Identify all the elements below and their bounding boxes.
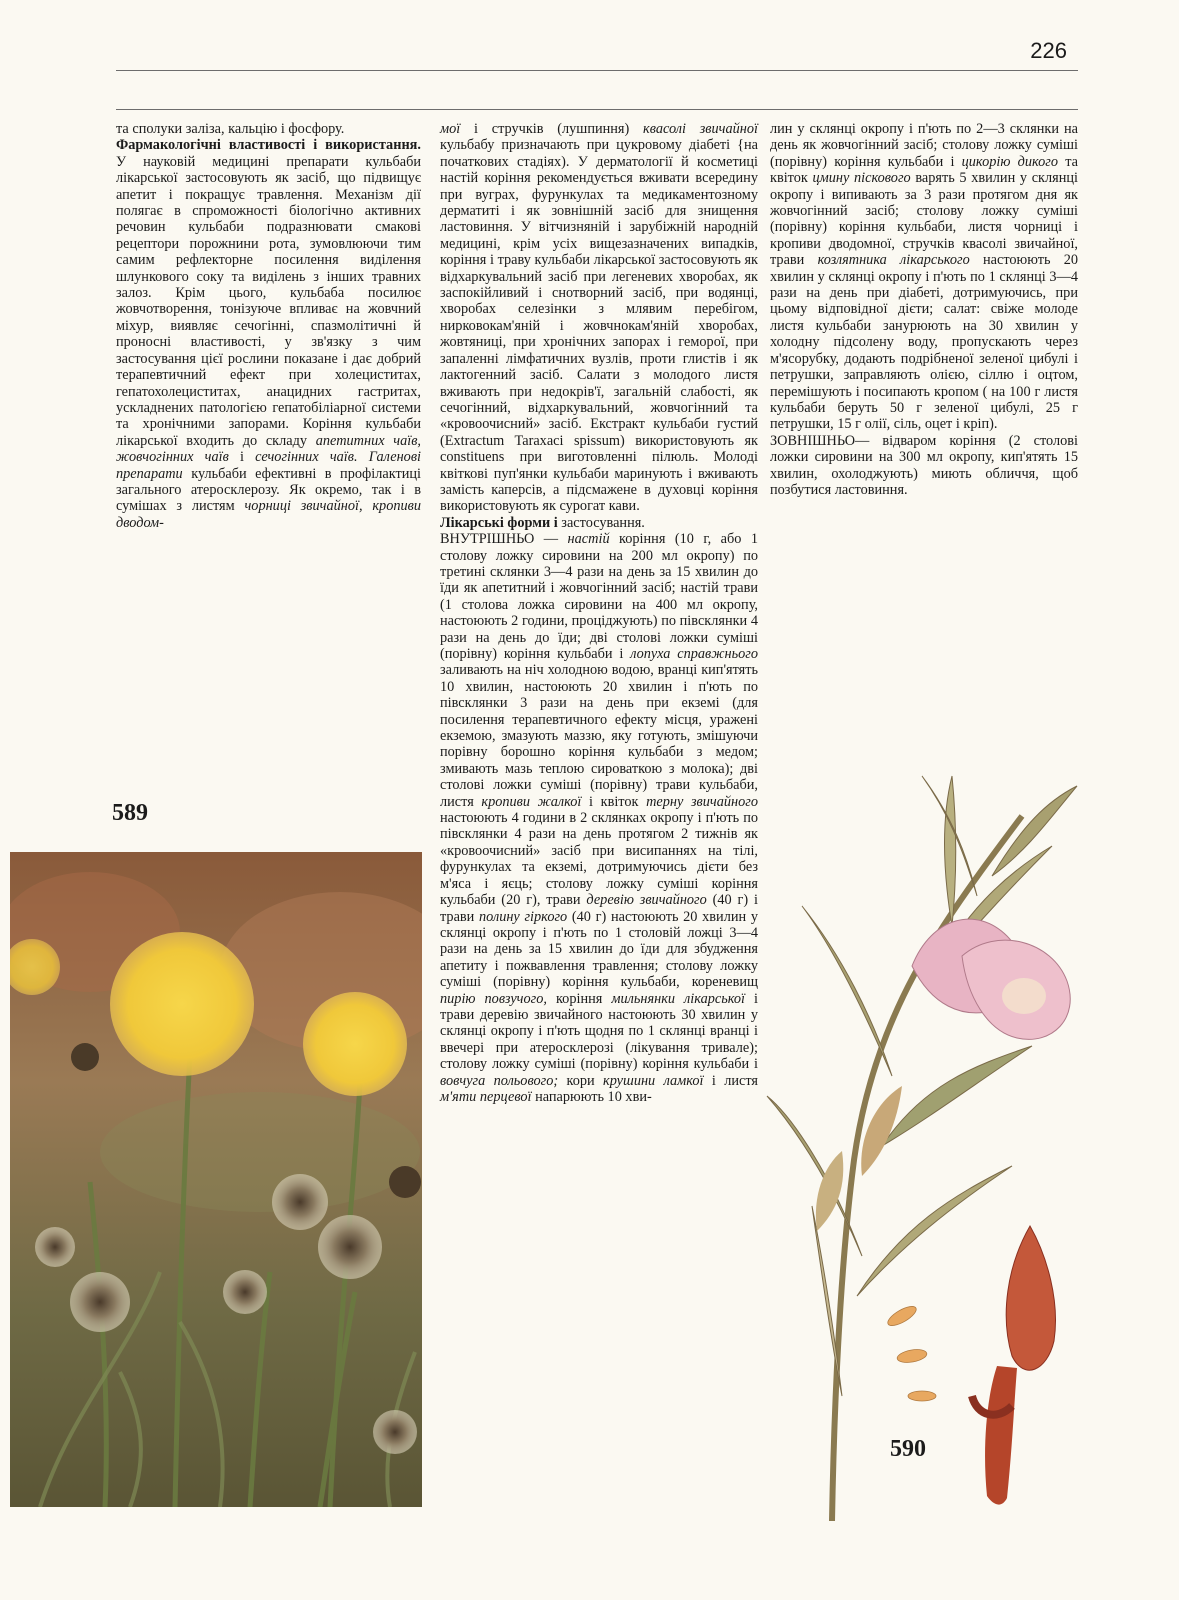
italic-term: лопуха справжнього	[630, 646, 759, 662]
text-span: настоюють 4 години в 2 склянках окропу і п'ють по півсклянки 4 рази на день протягом 2 тижнів як «кровоочисний» засіб при висипаннях на тілі, фурункулах та екземі, дотримуючись дієти без м'яса і яєць; столову ложку суміші коріння кульбаби (20 г), трави	[440, 810, 758, 909]
text-span: і	[228, 449, 256, 466]
text-column-2	[440, 121, 758, 1105]
section-heading: Лікарські форми і	[440, 514, 558, 531]
page-number: 226	[1030, 38, 1067, 63]
text-span: лин у склянці окропу і п'ють по 2—3 склянки на день як жовчогінний засіб; столову ложку суміші (порівну) коріння кульбаби і	[770, 121, 1078, 170]
italic-term: сечогінних чаїв. Галенові препарати	[116, 449, 422, 482]
italic-term: крушини ламкої	[603, 1072, 704, 1089]
text-span: кори	[558, 1072, 604, 1089]
figure-number-590: 590	[890, 1436, 926, 1462]
italic-term: чорниці звичайної, кропиви дводом-	[116, 498, 421, 531]
italic-term: пирію повзучого,	[440, 990, 547, 1007]
subheading-external: ЗОВНІШНЬО—	[770, 432, 870, 449]
dandelion-photo	[10, 852, 422, 1507]
text-span: кульбаби ефективні в профілактиці загального атеросклерозу. Як окремо, так і в сумішах з листям	[116, 465, 421, 515]
italic-term: настій	[558, 531, 610, 548]
text-column-1	[116, 121, 421, 531]
italic-term: мильнянки лікарської	[611, 990, 746, 1007]
text-span: і стручків (лушпиння)	[460, 121, 644, 137]
italic-term: цмину піскового	[812, 170, 911, 187]
text-span: та квіток	[770, 153, 1079, 187]
italic-term: полину гіркого	[479, 908, 568, 925]
text-span: коріння (10 г, або 1 столову ложку сировини на 200 мл окропу) по третині склянки 3—4 рази на день за 15 хвилин до їди як апетитний і жовчогінний засіб; настій трави (1 столова ложка сировини на 400 мл окропу, настоюють 2 години, проціджують) по півсклянки 4 рази на день до їди; дві столові ложки суміші (порівну) коріння кульбаби і	[440, 531, 758, 662]
botanical-illustration-image	[762, 756, 1082, 1521]
italic-term: вовчуга польового;	[440, 1072, 559, 1089]
italic-term: деревію звичайного	[586, 892, 707, 909]
italic-term: мої	[440, 121, 461, 137]
italic-term: кропиви жалкої	[481, 793, 582, 810]
paragraph	[116, 137, 421, 531]
text-span: напарюють 10 хви-	[531, 1088, 652, 1105]
text-column-3	[770, 121, 1078, 498]
dandelion-photo-image	[10, 852, 422, 1507]
paragraph: та сполуки заліза, кальцію і фосфору.	[116, 121, 345, 137]
section-heading: Фармакологічні властивості і використання.	[116, 137, 421, 154]
paragraph	[440, 531, 758, 1105]
paragraph	[440, 121, 758, 515]
text-span: і листя	[703, 1072, 759, 1089]
subheading-internal: ВНУТРІШНЬО —	[440, 531, 559, 548]
text-span: застосування.	[557, 514, 645, 531]
text-span: кульбабу призначають при цукровому діабеті {на початкових стадіях). У дерматології й косметиці настій коріння рекомендується вживати всередину при вуграх, фурункулах та медикаментозному дерматиті і як зовнішній засіб для знищення ластовиння. У вітчизняній і зарубіжній народній медицині, крім усіх вищезазначених випадків, коріння і траву кульбаби лікарської застосовують як відхаркувальний засіб при легеневих хворобах, як заспокійливий і снотворний засіб, при водянці, хворобах селезінки з млявим перебігом, нирковокам'яній і жовчнокам'яній хворобах, жовтяниці, при хронічних запорах і геморої, при запаленні лімфатичних вузлів, проти глистів і як лактогенний засіб. Салати з молодого листя вживають при недокрів'ї, загальній слабості, як сечогінний, відхаркувальний, жовчогінний та «кровоочисний» засіб. Екстракт кульбаби густий (Extractum Taraxaci spissum) використовують як constituens при виготовленні пілюль. Молоді квіткові пуп'янки кульбаби маринують і вживають замість каперсів, а підсмажене в духовці коріння використовують як сурогат кави.	[440, 137, 758, 515]
italic-term: м'яти перцевої	[440, 1088, 532, 1105]
dandelion-flower	[303, 992, 407, 1096]
seeds	[885, 1303, 936, 1401]
seed-pods	[972, 1226, 1055, 1505]
text-span: (40 г) настоюють 20 хвилин у склянці окропу і п'ють по 1 столовій ложці 3—4 рази на день за 15 хвилин до їди для збудження апетиту і пожвавлення травлення; столову ложку суміші (порівну) коріння кульбаби, кореневищ	[440, 908, 758, 991]
figure-number-589: 589	[112, 800, 148, 826]
text-span: відваром коріння (2 столові ложки сировини на 300 мл окропу, кип'ятять 15 хвилин, охолоджують) миють обличчя, щоб позбутися ластовиння.	[770, 432, 1078, 498]
paragraph	[770, 433, 1078, 499]
text-span: заливають на ніч холодною водою, вранці кип'ятять 10 хвилин, настоюють 20 хвилин і п'ють по півсклянки 3 рази на день при екземі (для посилення терапевтичного ефекту місця, уражені екземою, змазують маззю, яку готують, змішуючи порівну борошно коріння кульбаби з медом; змивають мазь теплою сироваткою з молока); дві столові ложки суміші (порівну) трави кульбаби, листя	[440, 662, 758, 810]
italic-term: апетитних чаїв, жовчогінних чаїв	[116, 432, 421, 466]
text-span: (40 г) і трави	[440, 892, 758, 925]
text-span: варять 5 хвилин у склянці окропу і випивають за 3 рази протягом дня як жовчогінний засіб; столову ложку суміші (порівну) коріння кульбаби, листя чорниці і кропиви дводомної, стручків квасолі звичайної, трави	[770, 170, 1078, 269]
header-rule-top	[116, 70, 1078, 71]
italic-term: цикорію дикого	[961, 153, 1059, 170]
italic-term: квасолі звичайної	[643, 121, 758, 137]
text-span: і квіток	[581, 793, 647, 810]
dandelion-flower-large	[110, 932, 254, 1076]
text-span: коріння	[546, 990, 612, 1007]
header-rule-bottom	[116, 109, 1078, 110]
italic-term: козлятника лікарського	[817, 252, 970, 269]
paragraph	[770, 121, 1078, 433]
italic-term: терну звичайного	[646, 793, 758, 810]
paragraph	[440, 515, 758, 531]
text-span: настоюють 20 хвилин у склянці окропу і п'ють по 1 склянці 3—4 рази на день при діабеті, дотримуючись, при цьому відповідної дієти; салат: свіже молоде листя кульбаби занурюють на 30 хвилин у холодну підсолену воду, пропускають через м'ясорубку, додають подрібненої зеленої цибулі і петрушки, заправляють олією, сіллю і оцтом, перемішують і посипають кропом ( на 100 г листя кульбаби беруть 50 г зеленої цибулі, 25 г петрушки, 15 г олії, сіль, оцет і кріп).	[770, 252, 1078, 433]
text-span: і трави деревію звичайного настоюють 30 хвилин у склянці окропу і п'ють щодня по 1 склянці вранці і ввечері при атеросклерозі (лікування тривале); столову ложку суміші (порівну) коріння кульбаби і	[440, 990, 759, 1073]
botanical-illustration	[762, 756, 1082, 1521]
text-span: У науковій медицині препарати кульбаби лікарської застосовують як засіб, що підвищує апетит і покращує травлення. Механізм дії полягає в спроможності біологічно активних речовин кульбаби подразнювати смакові рецептори порожнини рота, зумовлюючи тим самим рефлекторне посилення виділення шлункового соку та виділень з інших травних залоз. Крім цього, кульбаба посилює жовчотворення, тонізуюче впливає на жовчний міхур, виявляє сечогінні, спазмолітичні й проносні властивості, у зв'язку з чим застосування цієї рослини показане і дає добрий терапевтичний ефект при холециститах, гепатохолециститах, анацидних гастритах, ускладнених патологією гепатобіліарної системи та хронічними запорами. Коріння кульбаби лікарської входить до складу	[116, 153, 421, 449]
